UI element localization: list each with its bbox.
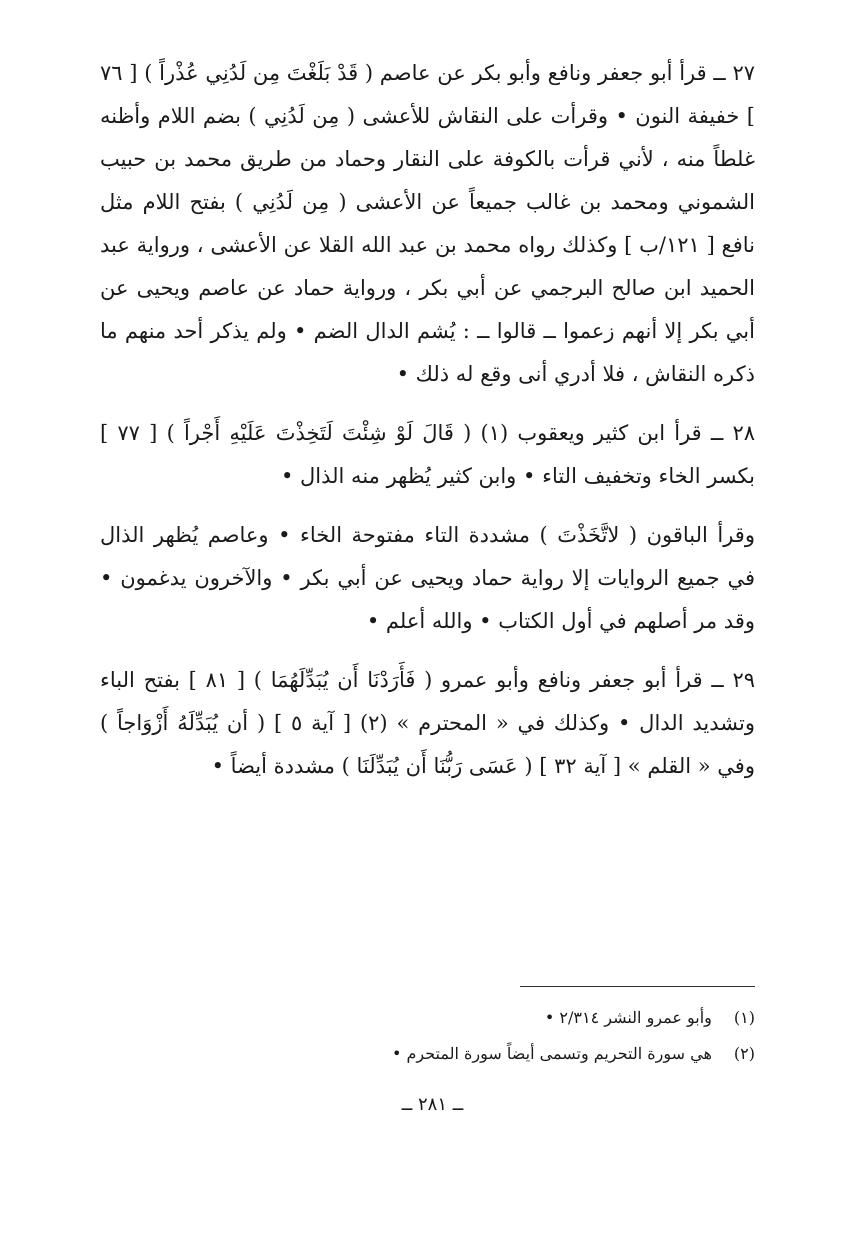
footnote-divider [520,986,755,987]
paragraph-28-continued: وقرأ الباقون ( لاتَّخَذْتَ ) مشددة التاء مفتوحة الخاء • وعاصم يُظهر الذال في جميع الروايات إلا رواية حماد ويحيى عن أبي بكر • والآخرون يدغمون • وقد مر أصلهم في أول الكتاب • والله أعلم • [100,523,755,633]
footnote-2-text: هي سورة التحريم وتسمى أيضاً سورة المتحرم • [391,1044,712,1063]
footnote-2 [115,1036,755,1072]
paragraph-27: ٢٧ ــ قرأ أبو جعفر ونافع وأبو بكر عن عاصم ( قَدْ بَلَغْتَ مِن لَدُنِي عُذْراً ) [ ٧٦ ] خفيفة النون • وقرأت على النقاش للأعشى ( مِن لَدُنِي ) بضم اللام وأظنه غلطاً منه ، لأني قرأت بالكوفة على النقار وحماد من طريق محمد بن حبيب الشموني ومحمد بن غالب جميعاً عن الأعشى ( مِن لَدُنِي ) بفتح اللام مثل نافع [ ١٢١/ب ] وكذلك رواه محمد بن عبد الله القلا عن الأعشى ، ورواية عبد الحميد ابن صالح البرجمي عن أبي بكر ، ورواية حماد عن عاصم ويحيى عن أبي بكر إلا أنهم زعموا ــ قالوا ــ : يُشم الدال الضم • ولم يذكر أحد منهم ما ذكره النقاش ، فلا أدري أنى وقع له ذلك • [100,61,755,386]
footnote-1-number: (١) [733,1008,755,1027]
footnote-2-number: (٢) [733,1044,755,1063]
paragraph-28: ٢٨ ــ قرأ ابن كثير ويعقوب (١) ( قَالَ لَوْ شِئْتَ لَتَخِذْتَ عَلَيْهِ أَجْراً ) [ ٧٧ ] بكسر الخاء وتخفيف التاء • وابن كثير يُظهر منه الذال • [100,421,755,488]
paragraph-29: ٢٩ ــ قرأ أبو جعفر ونافع وأبو عمرو ( فَأَرَدْنَا أَن يُبَدِّلَهُمَا ) [ ٨١ ] بفتح الباء وتشديد الدال • وكذلك في « المحترم » (٢) [ آية ٥ ] ( أن يُبَدِّلَهُ أَزْوَاجاً ) وفي « القلم » [ آية ٣٢ ] ( عَسَى رَبُّنَا أَن يُبَدِّلَنَا ) مشددة أيضاً • [100,668,755,778]
footnote-1 [115,1000,755,1036]
page-number: ــ ٢٨١ ــ [401,1094,464,1115]
page-body [100,52,755,788]
footnote-1-text: وأبو عمرو النشر ٢/٣١٤ • [544,1008,712,1027]
footnotes [115,1000,755,1072]
